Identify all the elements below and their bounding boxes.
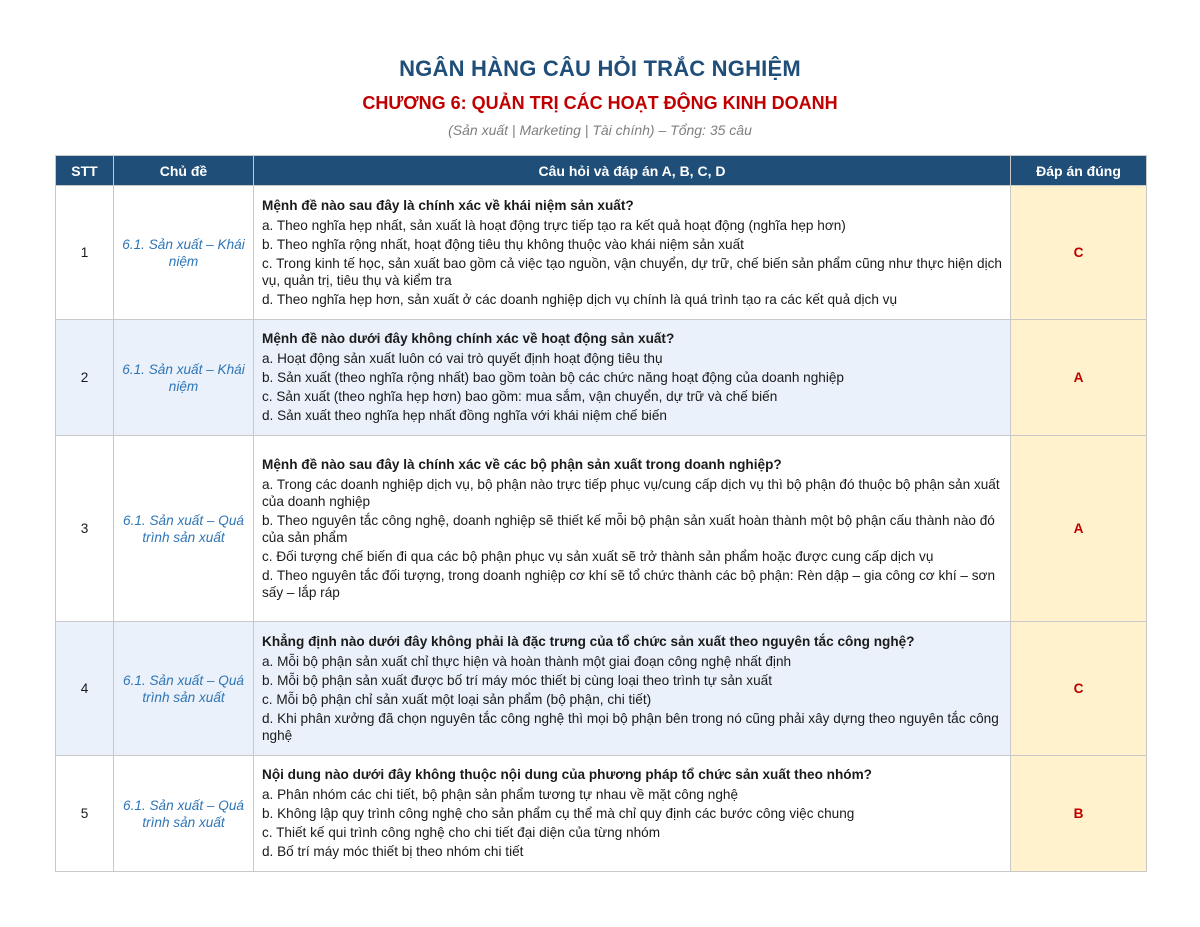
question-text: Khẳng định nào dưới đây không phải là đặc trưng của tổ chức sản xuất theo nguyên tắc công nghệ? bbox=[262, 633, 915, 649]
table-row bbox=[56, 622, 1147, 756]
option-b: b. Theo nguyên tắc công nghệ, doanh nghiệp sẽ thiết kế mỗi bộ phận sản xuất hoàn thành một bộ phận cấu thành nào đó của sản phẩm bbox=[262, 512, 995, 545]
page-title: NGÂN HÀNG CÂU HỎI TRẮC NGHIỆM bbox=[399, 56, 801, 81]
option-d: d. Theo nguyên tắc đối tượng, trong doanh nghiệp cơ khí sẽ tổ chức thành các bộ phận: Rèn dập – gia công cơ khí – sơn sấy – lắp ráp bbox=[262, 567, 996, 600]
row-number: 1 bbox=[56, 186, 114, 320]
table-row bbox=[56, 186, 1147, 320]
row-topic: 6.1. Sản xuất – Khái niệm bbox=[114, 320, 254, 436]
correct-answer: C bbox=[1011, 186, 1147, 320]
row-number: 3 bbox=[56, 436, 114, 622]
question-cell bbox=[254, 320, 1011, 436]
option-d: d. Sản xuất theo nghĩa hẹp nhất đồng nghĩa với khái niệm chế biến bbox=[262, 408, 667, 423]
option-c: c. Thiết kế qui trình công nghệ cho chi tiết đại diện của từng nhóm bbox=[262, 825, 661, 840]
question-cell bbox=[254, 622, 1011, 756]
option-b: b. Sản xuất (theo nghĩa rộng nhất) bao gồm toàn bộ các chức năng hoạt động của doanh nghiệp bbox=[262, 370, 844, 385]
chapter-title: CHƯƠNG 6: QUẢN TRỊ CÁC HOẠT ĐỘNG KINH DOANH bbox=[362, 93, 838, 113]
question-text: Nội dung nào dưới đây không thuộc nội dung của phương pháp tổ chức sản xuất theo nhóm? bbox=[262, 767, 872, 782]
correct-answer: A bbox=[1011, 320, 1147, 436]
question-text: Mệnh đề nào sau đây là chính xác về khái niệm sản xuất? bbox=[262, 197, 634, 213]
question-table bbox=[55, 155, 1147, 872]
option-b: b. Theo nghĩa rộng nhất, hoạt động tiêu thụ không thuộc vào khái niệm sản xuất bbox=[262, 236, 744, 252]
option-c: c. Mỗi bộ phận chỉ sản xuất một loại sản phẩm (bộ phận, chi tiết) bbox=[262, 691, 652, 707]
option-c: c. Đối tượng chế biến đi qua các bộ phận phục vụ sản xuất sẽ trở thành sản phẩm hoặc được cung cấp dịch vụ bbox=[262, 548, 934, 564]
table-row bbox=[56, 756, 1147, 872]
column-header-stt: STT bbox=[56, 156, 114, 186]
option-d: d. Bố trí máy móc thiết bị theo nhóm chi tiết bbox=[262, 844, 524, 859]
row-topic: 6.1. Sản xuất – Quá trình sản xuất bbox=[114, 436, 254, 622]
option-a: a. Hoạt động sản xuất luôn có vai trò quyết định hoạt động tiêu thụ bbox=[262, 351, 663, 366]
option-a: a. Trong các doanh nghiệp dịch vụ, bộ phận nào trực tiếp phục vụ/cung cấp dịch vụ thì bộ phận đó thuộc bộ phận sản xuất của doanh nghiệp bbox=[262, 476, 1000, 509]
option-a: a. Phân nhóm các chi tiết, bộ phận sản phẩm tương tự nhau về mặt công nghệ bbox=[262, 787, 739, 802]
option-d: d. Khi phân xưởng đã chọn nguyên tắc công nghệ thì mọi bộ phận bên trong nó cũng phải xây dựng theo nguyên tắc công nghệ bbox=[262, 710, 999, 743]
correct-answer: C bbox=[1011, 622, 1147, 756]
question-cell bbox=[254, 436, 1011, 622]
row-topic: 6.1. Sản xuất – Quá trình sản xuất bbox=[114, 756, 254, 872]
table-row bbox=[56, 320, 1147, 436]
column-header-answer: Đáp án đúng bbox=[1011, 156, 1147, 186]
row-number: 2 bbox=[56, 320, 114, 436]
option-a: a. Mỗi bộ phận sản xuất chỉ thực hiện và hoàn thành một giai đoạn công nghệ nhất định bbox=[262, 653, 792, 669]
table-row bbox=[56, 436, 1147, 622]
option-b: b. Không lập quy trình công nghệ cho sản phẩm cụ thể mà chỉ quy định các bước công việc chung bbox=[262, 806, 855, 821]
question-text: Mệnh đề nào sau đây là chính xác về các bộ phận sản xuất trong doanh nghiệp? bbox=[262, 456, 782, 472]
subtitle: (Sản xuất | Marketing | Tài chính) – Tổng: 35 câu bbox=[448, 122, 752, 138]
question-cell bbox=[254, 756, 1011, 872]
row-topic: 6.1. Sản xuất – Khái niệm bbox=[114, 186, 254, 320]
option-c: c. Trong kinh tế học, sản xuất bao gồm cả việc tạo nguồn, vận chuyển, dự trữ, chế biến sản phẩm cũng như thực hiện dịch vụ, quản trị, tiêu thụ và kiểm tra bbox=[262, 255, 1002, 288]
question-text: Mệnh đề nào dưới đây không chính xác về hoạt động sản xuất? bbox=[262, 331, 675, 346]
column-header-question: Câu hỏi và đáp án A, B, C, D bbox=[254, 156, 1011, 186]
row-number: 4 bbox=[56, 622, 114, 756]
column-header-topic: Chủ đề bbox=[114, 156, 254, 186]
row-topic: 6.1. Sản xuất – Quá trình sản xuất bbox=[114, 622, 254, 756]
table-header-row bbox=[56, 156, 1147, 186]
correct-answer: B bbox=[1011, 756, 1147, 872]
question-cell bbox=[254, 186, 1011, 320]
option-b: b. Mỗi bộ phận sản xuất được bố trí máy móc thiết bị cùng loại theo trình tự sản xuất bbox=[262, 672, 772, 688]
option-c: c. Sản xuất (theo nghĩa hẹp hơn) bao gồm: mua sắm, vận chuyển, dự trữ và chế biến bbox=[262, 389, 778, 404]
row-number: 5 bbox=[56, 756, 114, 872]
option-d: d. Theo nghĩa hẹp hơn, sản xuất ở các doanh nghiệp dịch vụ chính là quá trình tạo ra các kết quả dịch vụ bbox=[262, 291, 898, 307]
correct-answer: A bbox=[1011, 436, 1147, 622]
option-a: a. Theo nghĩa hẹp nhất, sản xuất là hoạt động trực tiếp tạo ra kết quả hoạt động (nghĩa hẹp hơn) bbox=[262, 217, 846, 233]
